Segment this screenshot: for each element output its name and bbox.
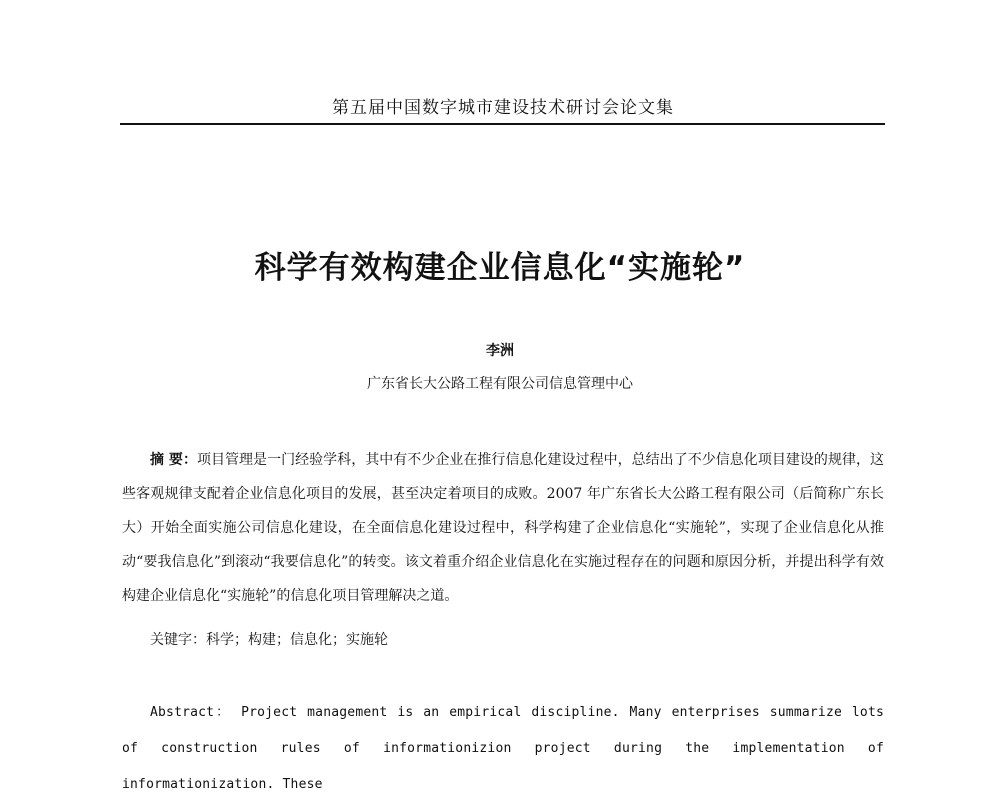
abstract-english-text: Project management is an empirical discipline. Many enterprises summarize lots of construction rules of informationizion project during the implementation of informationization. These <box>122 705 885 792</box>
running-header: 第五届中国数字城市建设技术研讨会论文集 <box>332 98 674 118</box>
abstract-chinese-text: 项目管理是一门经验学科，其中有不少企业在推行信息化建设过程中，总结出了不少信息化项目建设的规律，这些客观规律支配着企业信息化项目的发展，甚至决定着项目的成败。2007 年广东省长大公路工程有限公司（后简称广东长大）开始全面实施公司信息化建设，在全面信息化建设过程中，科学构建了企业信息化“实施轮”，实现了企业信息化从推动“要我信息化”到滚动“我要信息化”的转变。该文着重介绍企业信息化在实施过程存在的问题和原因分析，并提出科学有效构建企业信息化“实施轮”的信息化项目管理解决之道。 <box>122 452 885 604</box>
abstract-chinese <box>122 443 884 613</box>
abstract-english <box>122 695 884 803</box>
paper-title: 科学有效构建企业信息化“实施轮” <box>254 250 746 286</box>
header-rule <box>120 123 885 125</box>
abstract-english-label: Abstract： <box>150 705 232 720</box>
keywords-text: 科学；构建；信息化；实施轮 <box>206 632 388 648</box>
keywords <box>150 623 884 657</box>
abstract-chinese-label: 摘 要： <box>150 452 197 468</box>
author-affiliation: 广东省长大公路工程有限公司信息管理中心 <box>367 376 633 392</box>
author-name: 李洲 <box>486 343 514 359</box>
keywords-label: 关键字： <box>150 632 206 648</box>
